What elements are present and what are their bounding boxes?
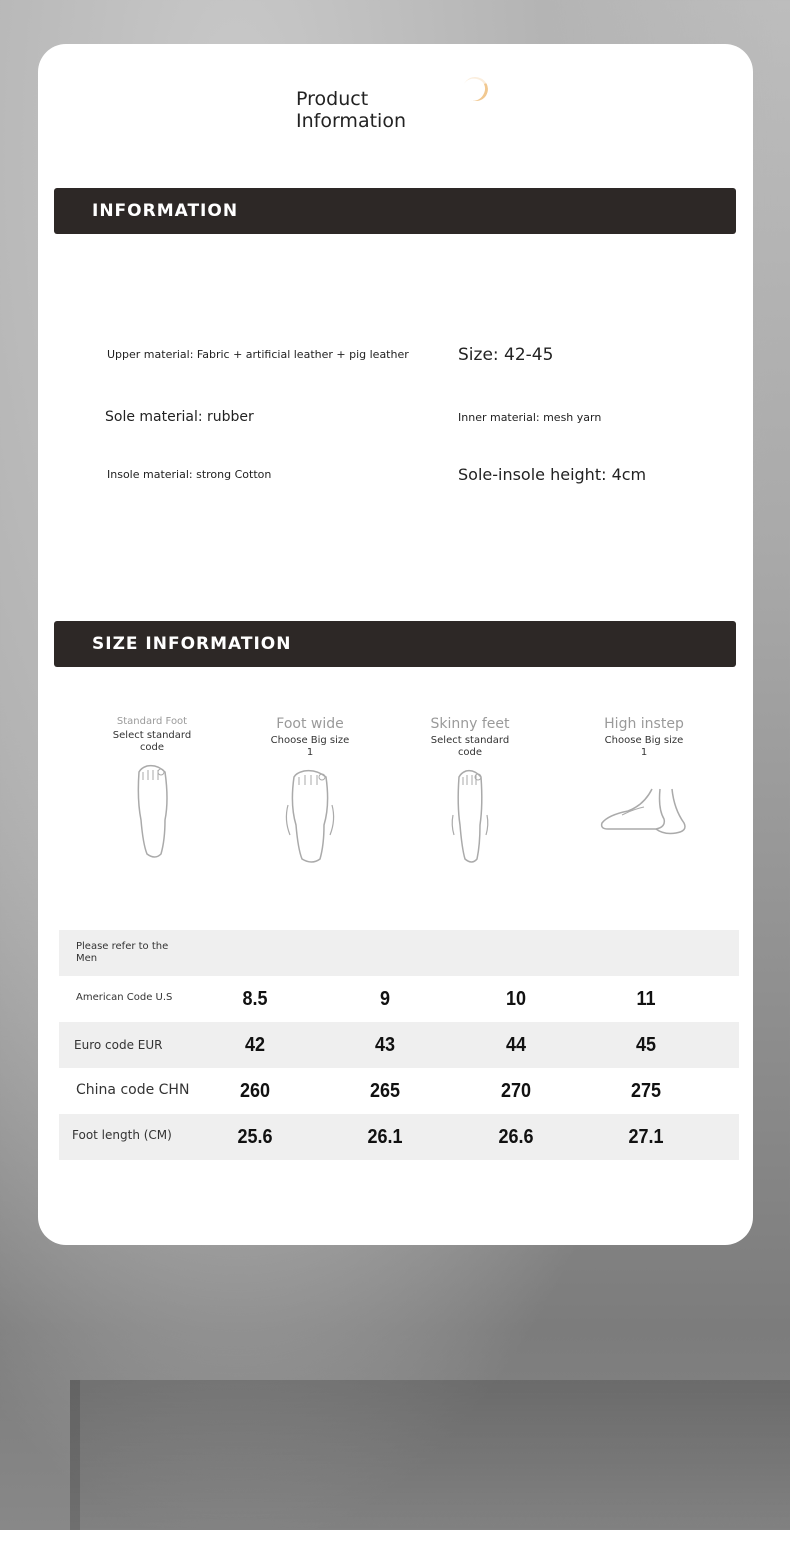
table-cell: 45 [635,1034,657,1056]
foot-type-sub: Select standard code [430,735,510,758]
table-row [59,976,739,1022]
foot-type-sub: Choose Big size 1 [270,735,350,758]
row-label: China code CHN [76,1082,190,1098]
foot-type-title: High instep [604,716,684,732]
row-label: Foot length (CM) [72,1128,172,1142]
table-row [59,1114,739,1160]
wide-foot-icon [280,765,340,865]
foot-type-high-instep [574,716,714,849]
foot-type-title: Foot wide [276,716,344,732]
table-header-row [59,930,739,976]
table-cell: 260 [239,1080,271,1102]
row-label: American Code U.S [76,992,173,1003]
foot-type-sub: Select standard code [112,730,192,753]
table-cell: 9 [379,988,391,1010]
table-cell: 8.5 [242,988,268,1010]
size-information-header [54,621,736,667]
size-information-heading: SIZE INFORMATION [92,634,292,654]
table-cell: 10 [505,988,527,1010]
table-cell: 275 [630,1080,662,1102]
information-header [54,188,736,234]
title-line-1: Product [296,88,369,110]
table-cell: 265 [369,1080,401,1102]
high-instep-icon [594,779,694,849]
size-range: Size: 42-45 [458,345,554,365]
upper-material: Upper material: Fabric + artificial leather + pig leather [107,348,409,361]
foot-type-title: Skinny feet [430,716,510,732]
table-cell: 42 [244,1034,266,1056]
skinny-foot-icon [445,765,495,865]
sole-material: Sole material: rubber [105,409,254,425]
information-heading: INFORMATION [92,201,239,221]
foot-type-wide [240,716,380,865]
background-shadow [70,1380,790,1530]
insole-material: Insole material: strong Cotton [107,468,272,481]
table-cell: 43 [374,1034,396,1056]
size-table [59,930,739,1160]
foot-type-skinny [400,716,540,865]
standard-foot-icon [127,760,177,860]
table-cell: 44 [505,1034,527,1056]
table-header: Please refer to the Men [76,941,169,964]
table-row [59,1068,739,1114]
foot-type-title: Standard Foot [116,716,188,727]
table-cell: 11 [636,988,656,1010]
table-cell: 26.1 [367,1126,403,1148]
page-title [296,88,406,132]
inner-material: Inner material: mesh yarn [458,411,602,424]
foot-type-standard [82,716,222,860]
sole-insole-height: Sole-insole height: 4cm [458,465,647,484]
bottom-strip [0,1530,790,1564]
foot-type-sub: Choose Big size 1 [604,735,684,758]
table-cell: 25.6 [237,1126,273,1148]
table-cell: 27.1 [628,1126,664,1148]
title-line-2: Information [296,110,406,132]
table-cell: 270 [500,1080,532,1102]
row-label: Euro code EUR [74,1038,163,1052]
table-row [59,1022,739,1068]
table-cell: 26.6 [498,1126,534,1148]
